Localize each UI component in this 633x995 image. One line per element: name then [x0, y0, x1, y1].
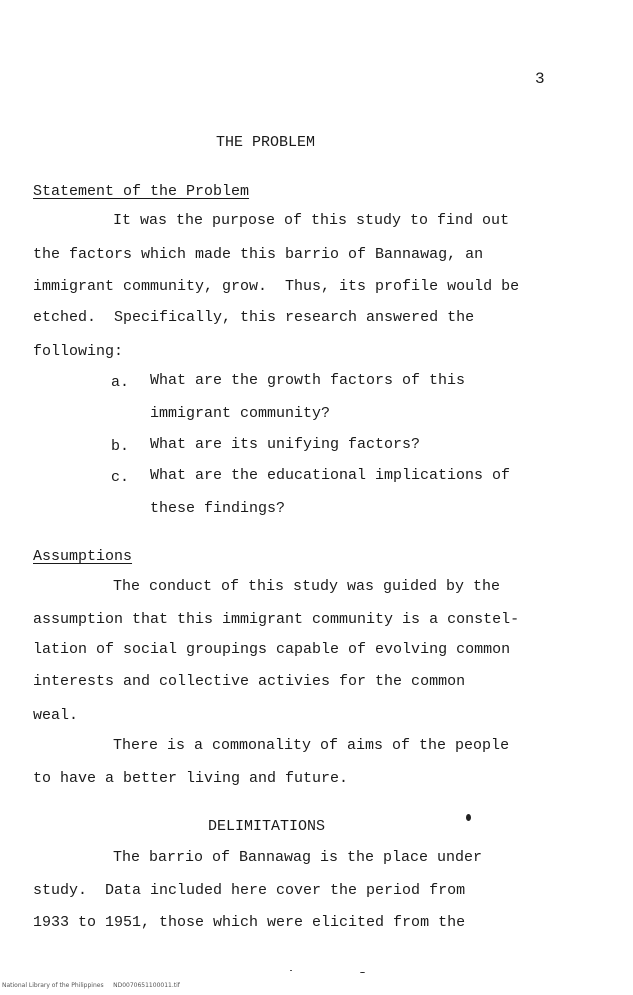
assumptions-line-6: There is a commonality of aims of the people	[113, 737, 510, 754]
scan-speck	[360, 972, 365, 973]
list-marker-b: b.	[111, 438, 130, 455]
list-item-c-line-1: What are the educational implications of	[150, 467, 511, 484]
statement-line-5: following:	[33, 343, 124, 360]
list-item-a-line-1: What are the growth factors of this	[150, 372, 466, 389]
list-marker-c: c.	[111, 469, 130, 486]
page-number: 3	[535, 70, 545, 88]
statement-line-2: the factors which made this barrio of Bannawag, an	[33, 246, 484, 263]
scan-speck	[466, 814, 471, 821]
delimitations-line-2: study. Data included here cover the period from	[33, 882, 466, 899]
assumptions-line-5: weal.	[33, 707, 79, 724]
assumptions-line-7: to have a better living and future.	[33, 770, 349, 787]
list-item-b-line-1: What are its unifying factors?	[150, 436, 421, 453]
scan-speck	[290, 970, 292, 971]
scan-footer: National Library of the Philippines ND0070651100011.tif	[2, 982, 180, 989]
page-title: THE PROBLEM	[216, 134, 316, 151]
assumptions-line-2: assumption that this immigrant community is a constel-	[33, 611, 520, 628]
statement-line-3: immigrant community, grow. Thus, its profile would be	[33, 278, 520, 295]
delimitations-line-1: The barrio of Bannawag is the place under	[113, 849, 483, 866]
assumptions-line-4: interests and collective activies for the common	[33, 673, 466, 690]
delimitations-line-3: 1933 to 1951, those which were elicited from the	[33, 914, 466, 931]
delimitations-heading: DELIMITATIONS	[208, 818, 326, 835]
list-item-c-line-2: these findings?	[150, 500, 286, 517]
statement-heading: Statement of the Problem	[33, 183, 250, 200]
assumptions-line-3: lation of social groupings capable of evolving common	[33, 641, 511, 658]
statement-line-1: It was the purpose of this study to find out	[113, 212, 510, 229]
list-marker-a: a.	[111, 374, 130, 391]
list-item-a-line-2: immigrant community?	[150, 405, 331, 422]
assumptions-heading: Assumptions	[33, 548, 133, 565]
assumptions-line-1: The conduct of this study was guided by the	[113, 578, 501, 595]
statement-line-4: etched. Specifically, this research answered the	[33, 309, 475, 326]
